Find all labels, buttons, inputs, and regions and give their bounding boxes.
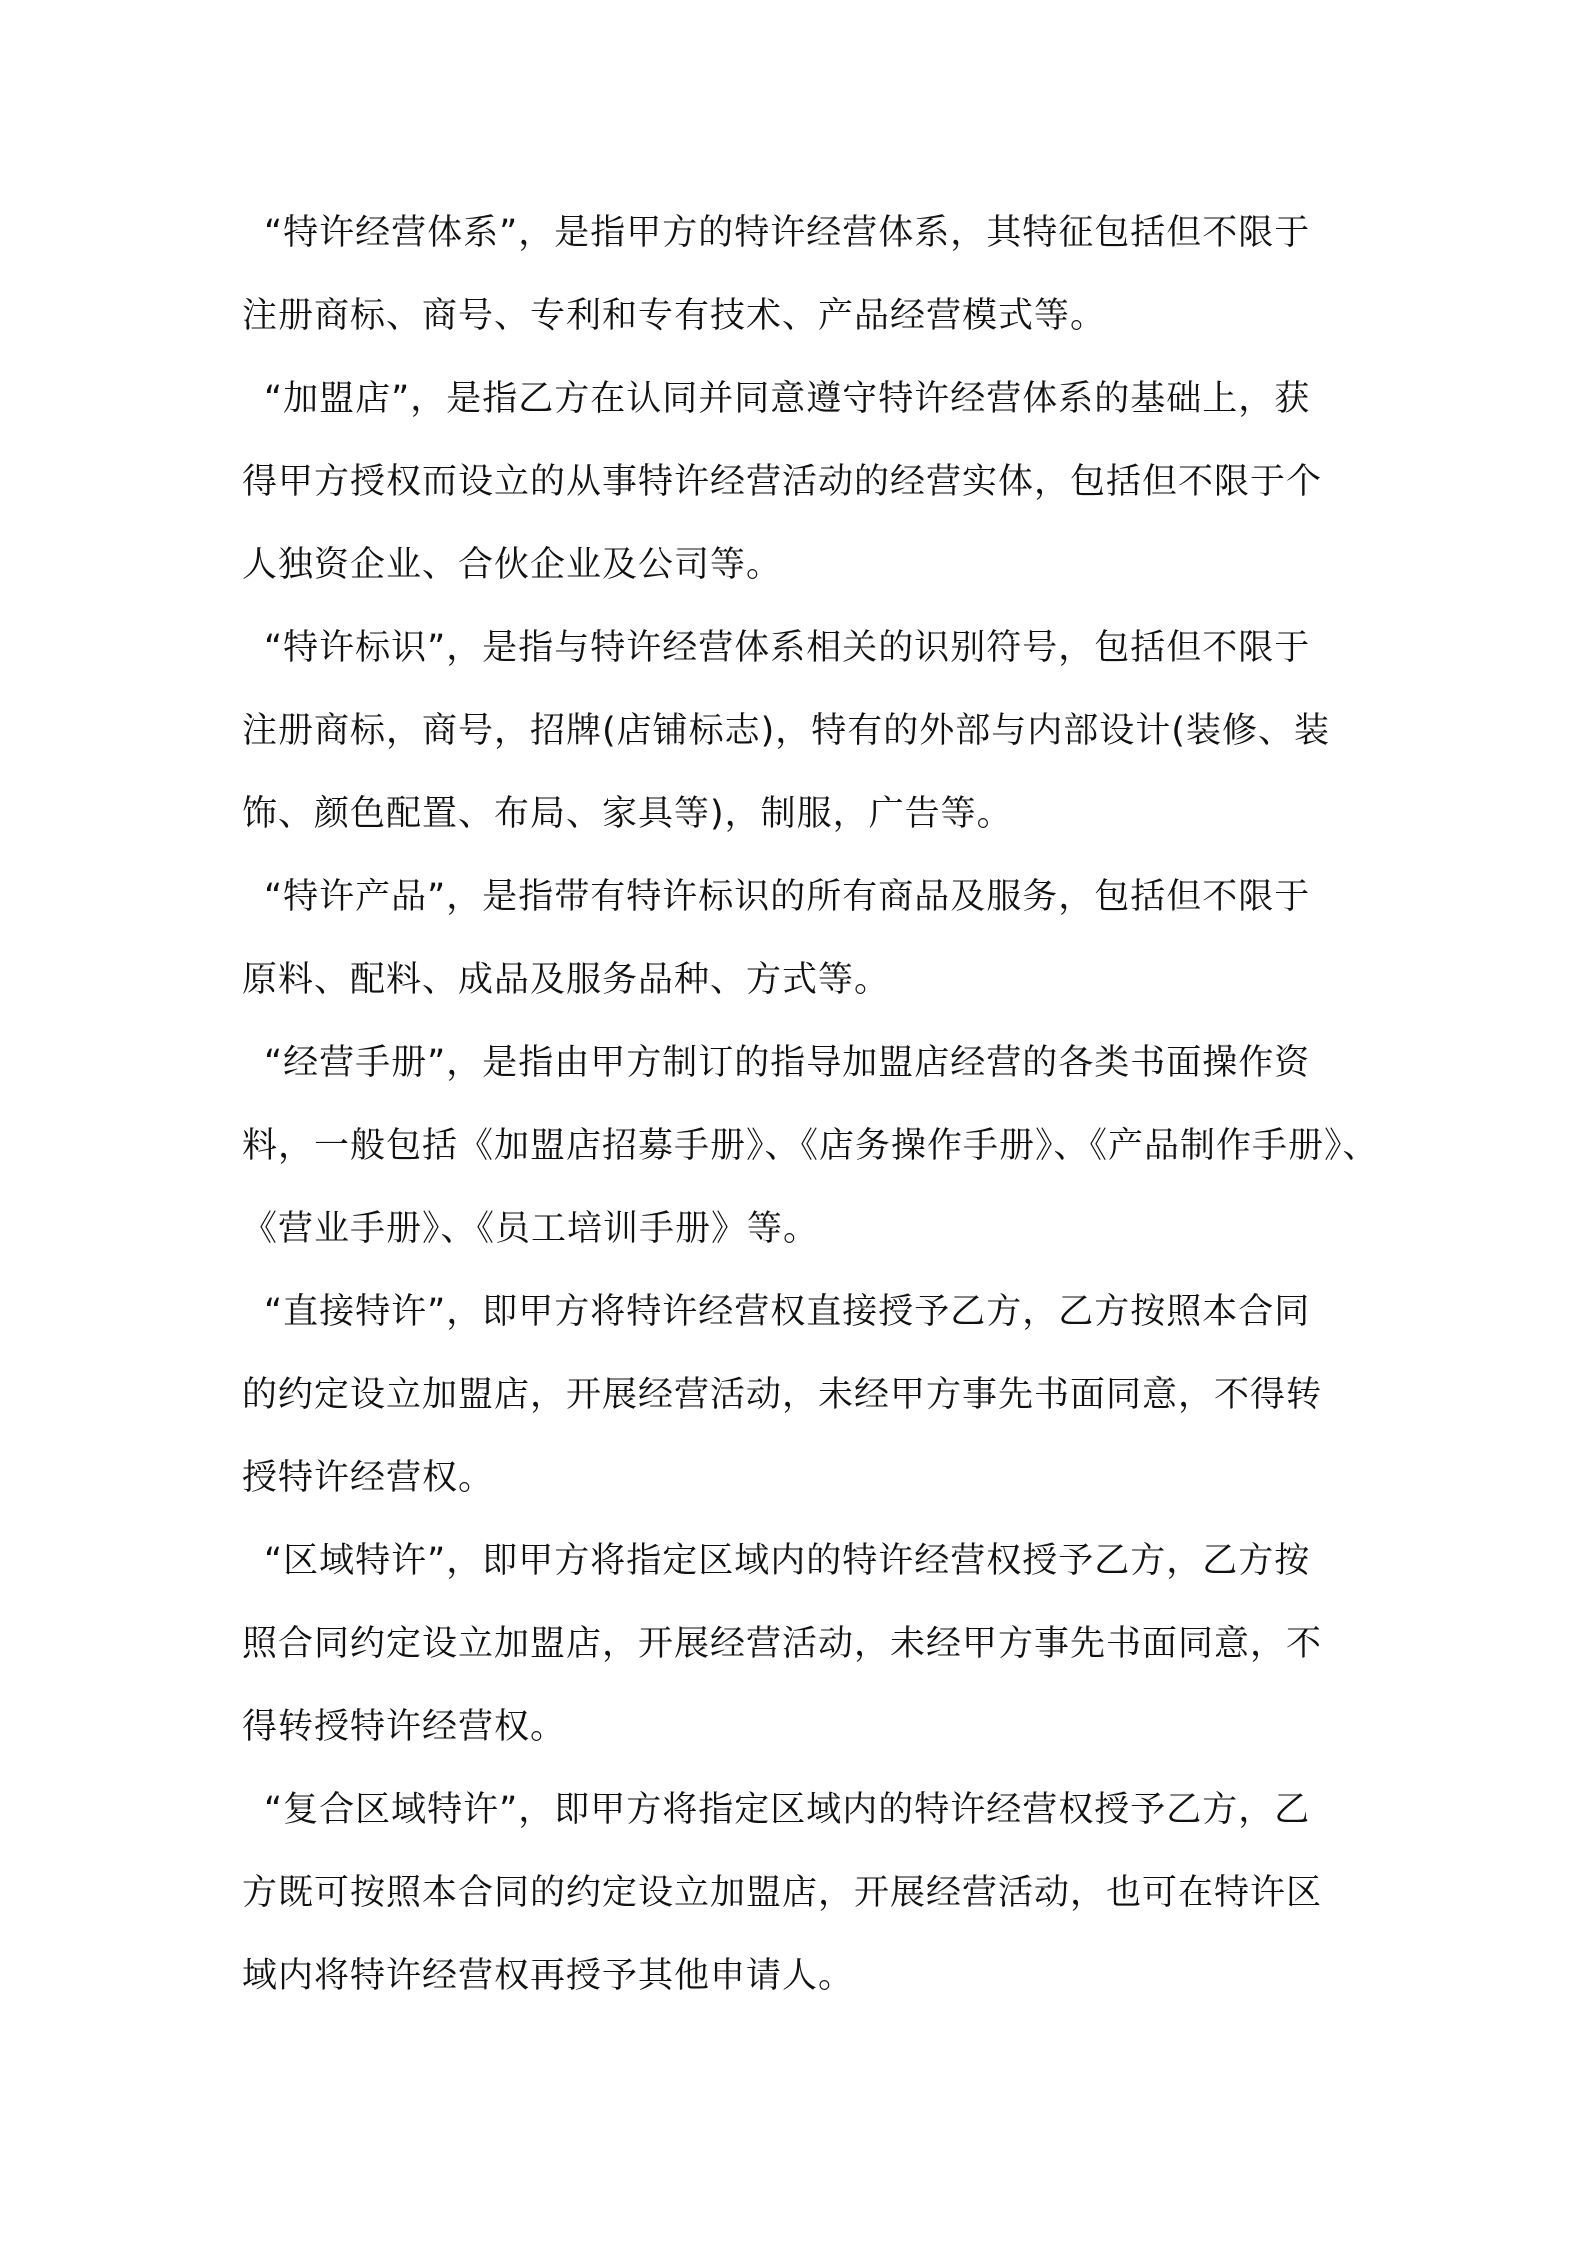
- text-line: 域内将特许经营权再授予其他申请人。: [242, 1956, 855, 1996]
- text-line: 饰、颜色配置、布局、家具等)，制服，广告等。: [242, 794, 1013, 834]
- text-line: “区域特许”，即甲方将指定区域内的特许经营权授予乙方，乙方按: [264, 1541, 1311, 1581]
- text-line: 料，一般包括《加盟店招募手册》、《店务操作手册》、《产品制作手册》、: [242, 1126, 1379, 1166]
- definition-regional-franchise: [242, 1520, 1350, 1769]
- text-line: “经营手册”，是指由甲方制订的指导加盟店经营的各类书面操作资: [264, 1043, 1311, 1083]
- document-body: [242, 192, 1379, 2018]
- text-line: “特许经营体系”，是指甲方的特许经营体系，其特征包括但不限于: [264, 213, 1311, 253]
- text-line: 注册商标，商号，招牌(店铺标志)，特有的外部与内部设计(装修、装: [242, 711, 1330, 751]
- text-line: “复合区域特许”，即甲方将指定区域内的特许经营权授予乙方，乙: [264, 1790, 1311, 1830]
- definition-franchise-store: [242, 358, 1350, 607]
- text-line: 注册商标、商号、专利和专有技术、产品经营模式等。: [242, 296, 1107, 336]
- definition-direct-franchise: [242, 1271, 1350, 1520]
- text-line: 《营业手册》、《员工培训手册》等。: [242, 1209, 820, 1249]
- definition-franchise-mark: [242, 607, 1350, 856]
- definition-operations-manual: [242, 1022, 1379, 1271]
- text-line: “特许产品”，是指带有特许标识的所有商品及服务，包括但不限于: [264, 877, 1311, 917]
- text-line: 得转授特许经营权。: [242, 1707, 567, 1747]
- text-line: 照合同约定设立加盟店，开展经营活动，未经甲方事先书面同意，不: [242, 1624, 1323, 1664]
- definition-franchise-system: [242, 192, 1350, 358]
- text-line: 授特许经营权。: [242, 1458, 495, 1498]
- text-line: “直接特许”，即甲方将特许经营权直接授予乙方，乙方按照本合同: [264, 1292, 1311, 1332]
- text-line: 的约定设立加盟店，开展经营活动，未经甲方事先书面同意，不得转: [242, 1375, 1323, 1415]
- definition-compound-regional-franchise: [242, 1769, 1350, 2018]
- text-line: 方既可按照本合同的约定设立加盟店，开展经营活动，也可在特许区: [242, 1873, 1323, 1913]
- text-line: “加盟店”，是指乙方在认同并同意遵守特许经营体系的基础上，获: [264, 379, 1311, 419]
- text-line: 原料、配料、成品及服务品种、方式等。: [242, 960, 891, 1000]
- text-line: 得甲方授权而设立的从事特许经营活动的经营实体，包括但不限于个: [242, 462, 1323, 502]
- text-line: “特许标识”，是指与特许经营体系相关的识别符号，包括但不限于: [264, 628, 1311, 668]
- definition-franchise-product: [242, 856, 1350, 1022]
- text-line: 人独资企业、合伙企业及公司等。: [242, 545, 783, 585]
